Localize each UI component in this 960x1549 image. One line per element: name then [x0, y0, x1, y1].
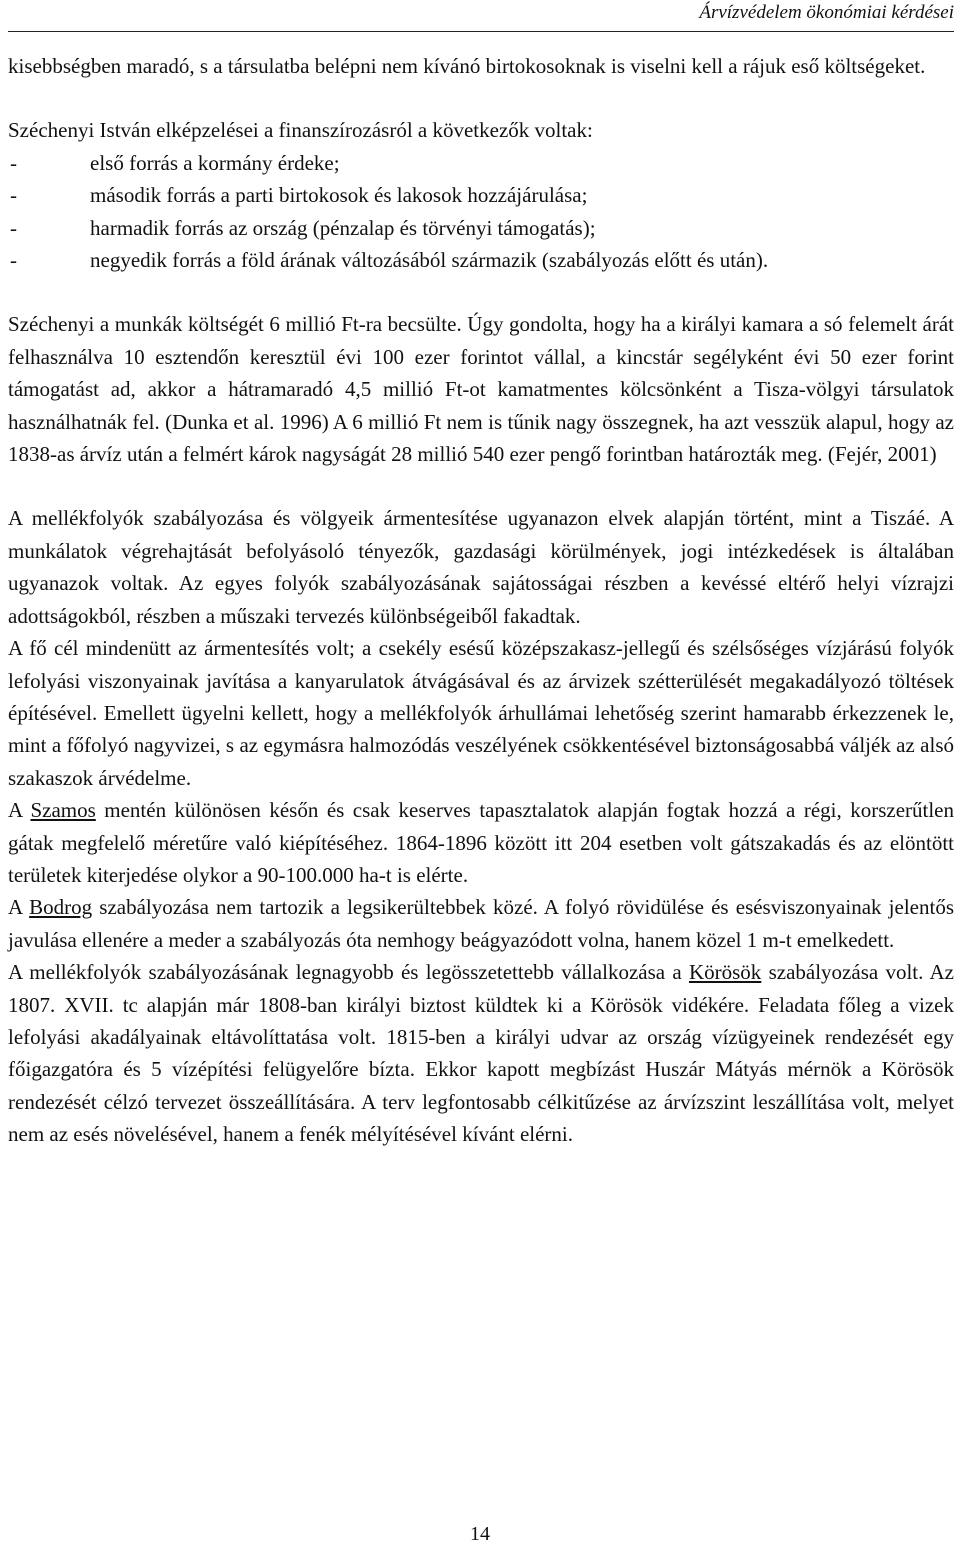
bodrog-link[interactable]: Bodrog: [29, 895, 93, 920]
list-item: - negyedik forrás a föld árának változásából származik (szabályozás előtt és után).: [8, 244, 954, 276]
paragraph-7: [8, 891, 954, 956]
funding-sources-list: [8, 147, 954, 277]
paragraph-1: kisebbségben maradó, s a társulatba belépni nem kívánó birtokosoknak is viselni kell a rájuk eső költségeket.: [8, 54, 926, 78]
paragraph-6: [8, 794, 954, 891]
paragraph-7-pre: A: [8, 895, 30, 920]
paragraph-8-post: szabályozása volt. Az 1807. XVII. tc alapján már 1808-ban királyi biztost küldtek ki a Körösök vidékére. Feladata főleg a vizek lefolyási akadályainak eltávolíttatása volt. 1815-ben a királyi udvar az ország vízügyeinek rendezését egy főigazgatóra és 5 vízépítési felügyelőre bízta. Ekkor kapott megbízást Huszár Mátyás mérnök a Körösök rendezését célzó tervezet összeállítására. A terv legfontosabb célkitűzése az árvízszint leszállítása volt, melyet nem az esés növelésével, hanem a fenék mélyítésével kívánt elérni.: [8, 960, 954, 1147]
paragraph-3: Széchenyi a munkák költségét 6 millió Ft-ra becsülte. Úgy gondolta, hogy ha a királyi kamara a só felemelt árát felhasználva 10 esztendőn keresztül évi 100 ezer forintot vállal, a kincstár segélyként évi 50 ezer forint támogatást ad, akkor a hátramaradó 4,5 millió Ft-ot kamatmentes kölcsönként a Tisza-völgyi társulatok használhatnák fel. (Dunka et al. 1996) A 6 millió Ft nem is tűnik nagy összegnek, ha azt vesszük alapul, hogy az 1838-as árvíz után a felmért károk nagyságát 28 millió 540 ezer pengő forintban határozták meg. (Fejér, 2001): [8, 312, 954, 467]
paragraph-8-pre: A mellékfolyók szabályozásának legnagyobb és legösszetettebb vállalkozása a: [8, 960, 689, 985]
running-header: Árvízvédelem ökonómiai kérdései: [699, 2, 954, 23]
header-rule: [8, 31, 954, 32]
list-item: - második forrás a parti birtokosok és lakosok hozzájárulása;: [8, 179, 954, 211]
list-item: - harmadik forrás az ország (pénzalap és törvényi támogatás);: [8, 212, 954, 244]
paragraph-6-post: mentén különösen későn és csak keserves tapasztalatok alapján fogtak hozzá a régi, korszerűtlen gátak megfelelő méretűre való kiépítéséhez. 1864-1896 között itt 204 esetben volt gátszakadás és az elöntött területek kiterjedése olykor a 90-100.000 ha-t is elérte.: [8, 798, 954, 887]
document-body: [8, 50, 954, 1151]
page-number: 14: [470, 1523, 490, 1545]
szamos-link[interactable]: Szamos: [30, 798, 96, 823]
paragraph-5: A fő cél mindenütt az ármentesítés volt; a csekély esésű középszakasz-jellegű és szélsőséges vízjárású folyók lefolyási viszonyainak javítása a kanyarulatok átvágásával és az árvizek szétterülését megakadályozó töltések építésével. Emellett ügyelni kellett, hogy a mellékfolyók árhullámai lehetőség szerint hamarabb érkezzenek le, mint a főfolyó nagyvizei, s az egymásra halmozódás veszélyének csökkentésével biztonságosabbá váljék az alsó szakaszok árvédelme.: [8, 636, 954, 790]
paragraph-6-pre: A: [8, 798, 31, 823]
paragraph-4: A mellékfolyók szabályozása és völgyeik ármentesítése ugyanazon elvek alapján történt, mint a Tiszáé. A munkálatok végrehajtását befolyásoló tényezők, gazdasági körülmények, jogi intézkedések is általában ugyanazok voltak. Az egyes folyók szabályozásának sajátosságai részben a kevéssé eltérő helyi vízrajzi adottságokból, részben a műszaki tervezés különbségeiből fakadtak.: [8, 506, 954, 628]
paragraph-7-post: szabályozása nem tartozik a legsikerültebbek közé. A folyó rövidülése és esésviszonyainak jelentős javulása ellenére a meder a szabályozás óta nemhogy beágyazódott volna, hanem közel 1 m-t emelkedett.: [8, 895, 954, 952]
list-item: - első forrás a kormány érdeke;: [8, 147, 954, 179]
korosok-link[interactable]: Körösök: [688, 960, 762, 985]
paragraph-2-intro: Széchenyi István elképzelései a finanszírozásról a következők voltak:: [8, 118, 593, 143]
paragraph-8: [8, 956, 954, 1150]
